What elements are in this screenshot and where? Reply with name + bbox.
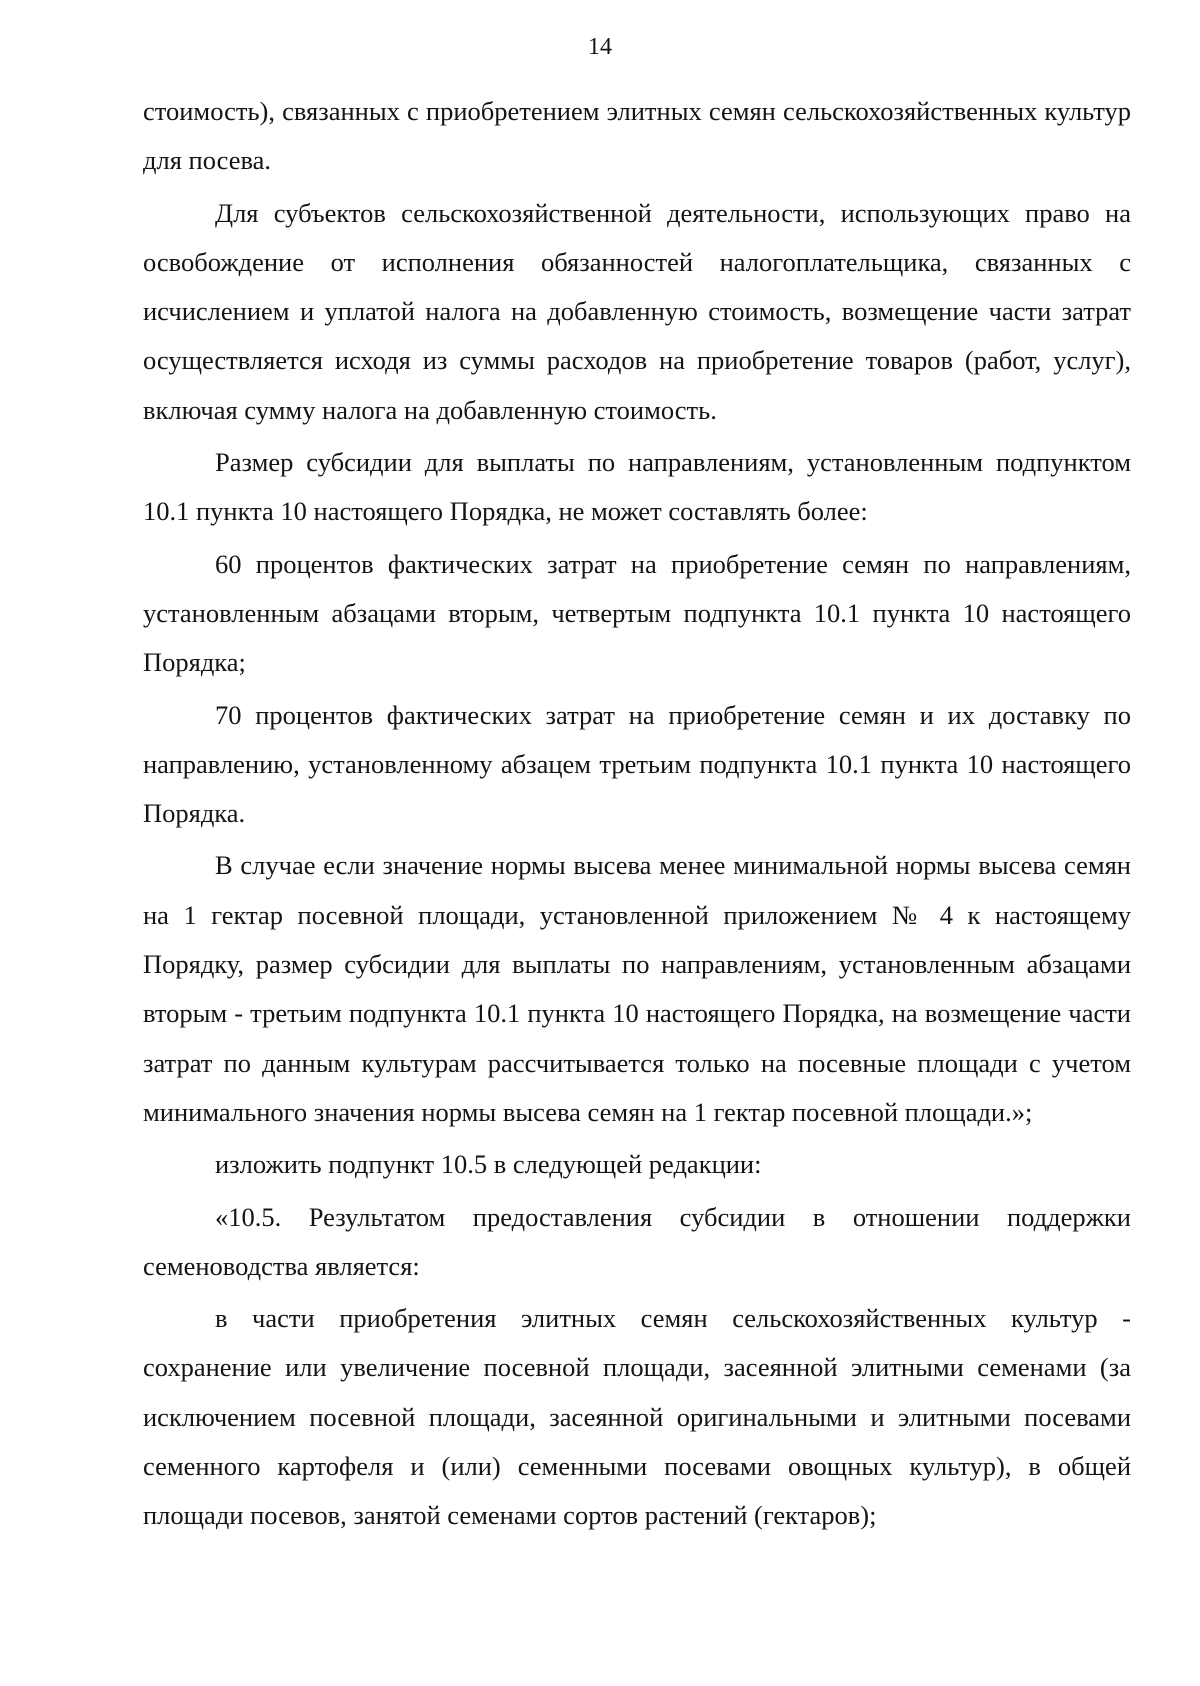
paragraph-continuation: стоимость), связанных с приобретением элитных семян сельскохозяйственных культур для посева. <box>143 96 1131 176</box>
paragraph-60-percent: 60 процентов фактических затрат на приобретение семян по направлениям, установленным абзацами вторым, четвертым подпункта 10.1 пункта 10 настоящего Порядка; <box>143 548 1131 678</box>
paragraph-subsidy-size: Размер субсидии для выплаты по направлениям, установленным подпунктом 10.1 пункта 10 настоящего Порядка, не может составлять более: <box>143 447 1131 527</box>
page-number: 14 <box>588 34 612 60</box>
document-body <box>143 87 1131 1544</box>
paragraph-vat-exempt: Для субъектов сельскохозяйственной деятельности, использующих право на освобождение от исполнения обязанностей налогоплательщика, связанных с исчислением и уплатой налога на добавленную стоимость, возмещение части затрат осуществляется исходя из суммы расходов на приобретение товаров (работ, услуг), включая сумму налога на добавленную стоимость. <box>143 197 1131 425</box>
paragraph-amend-10-5: изложить подпункт 10.5 в следующей редакции: <box>215 1149 762 1180</box>
paragraph-result-10-5: «10.5. Результатом предоставления субсидии в отношении поддержки семеноводства является: <box>143 1201 1131 1281</box>
paragraph-seeding-rate: В случае если значение нормы высева менее минимальной нормы высева семян на 1 гектар посевной площади, установленной приложением № 4 к настоящему Порядку, размер субсидии для выплаты по направлениям, установленным абзацами вторым - третьим подпункта 10.1 пункта 10 настоящего Порядка, на возмещение части затрат по данным культурам рассчитывается только на посевные площади с учетом минимального значения нормы высева семян на 1 гектар посевной площади.»; <box>143 850 1131 1127</box>
paragraph-70-percent: 70 процентов фактических затрат на приобретение семян и их доставку по направлению, установленному абзацем третьим подпункта 10.1 пункта 10 настоящего Порядка. <box>143 699 1131 829</box>
paragraph-elite-seeds: в части приобретения элитных семян сельскохозяйственных культур - сохранение или увеличение посевной площади, засеянной элитными семенами (за исключением посевной площади, засеянной оригинальными и элитными посевами семенного картофеля и (или) семенными посевами овощных культур), в общей площади посевов, занятой семенами сортов растений (гектаров); <box>143 1303 1131 1531</box>
